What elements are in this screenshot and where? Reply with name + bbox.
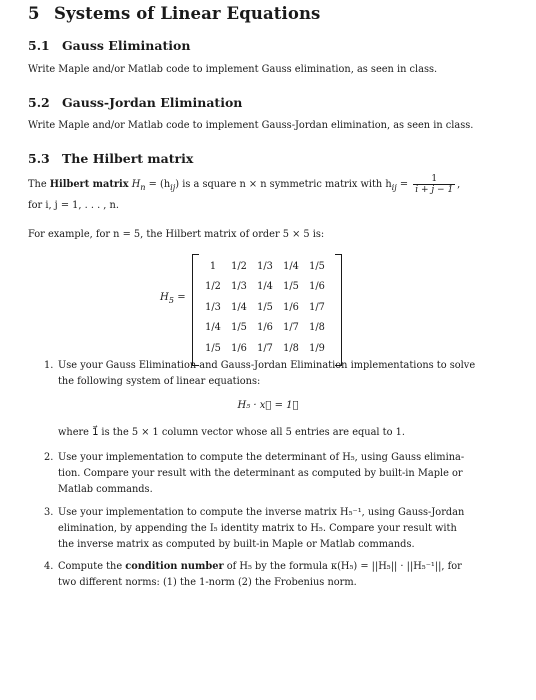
matrix-cell: 1/6	[257, 322, 273, 334]
matrix-cell: 1/4	[257, 281, 273, 293]
matrix-row	[200, 277, 330, 298]
matrix-cell: 1/7	[257, 342, 273, 354]
left-bracket	[192, 254, 199, 366]
hilbert-fraction: $\frac{1}{i + j - 1}$	[415, 174, 454, 195]
subsection-number: 5.3	[28, 151, 50, 166]
list-item-2: Use your implementation to compute the determinant of H₅, using Gauss elimina- tion. Compare your result with the determinant as computed by built-in Maple or Matlab commands.	[58, 452, 465, 495]
matrix-cell: 1/4	[231, 301, 247, 313]
hilbert-definition: The Hilbert matrix $H_n = (h_{ij})$ is a square n × n symmetric matrix with $h_{ij}$ = $\frac{1}{i + j - 1}$ ,	[28, 174, 461, 195]
hilbert-matrix	[192, 254, 342, 364]
list-number: 4.	[44, 561, 54, 572]
matrix-cell: 1/2	[205, 281, 221, 293]
system-equation: H₅ · x⃗ = 1⃗	[237, 400, 299, 411]
subsection-title: Gauss Elimination	[62, 38, 191, 53]
matrix-row	[200, 338, 330, 359]
subsection-heading-hilbert	[28, 151, 193, 166]
matrix-cell: 1/2	[231, 260, 247, 272]
matrix-cell: 1/5	[309, 260, 325, 272]
matrix-cell: 1/3	[231, 281, 247, 293]
list-number: 3.	[44, 507, 54, 518]
matrix-cell: 1/8	[309, 322, 325, 334]
matrix-row	[200, 256, 330, 277]
matrix-cell: 1/4	[283, 260, 299, 272]
matrix-cell: 1	[209, 260, 217, 272]
matrix-cell: 1/3	[205, 301, 221, 313]
matrix-row	[200, 297, 330, 318]
matrix-cell: 1/8	[283, 342, 299, 354]
matrix-cell: 1/5	[257, 301, 273, 313]
matrix-row	[200, 318, 330, 339]
matrix-cell: 1/9	[309, 342, 325, 354]
matrix-cell: 1/4	[205, 322, 221, 334]
gauss-paragraph: Write Maple and/or Matlab code to implement Gauss elimination, as seen in class.	[28, 64, 438, 75]
section-heading	[28, 4, 320, 23]
subsection-number: 5.2	[28, 95, 50, 110]
section-number: 5	[28, 4, 40, 23]
hilbert-term: Hilbert matrix	[49, 179, 129, 190]
matrix-cell: 1/6	[283, 301, 299, 313]
matrix-cell: 1/6	[231, 342, 247, 354]
subsection-title: Gauss-Jordan Elimination	[62, 95, 243, 110]
list-item-1-note: where 1⃗ is the 5 × 1 column vector whose all 5 entries are equal to 1.	[58, 427, 405, 438]
section-title: Systems of Linear Equations	[54, 4, 321, 23]
hilbert-range: for i, j = 1, . . . , n.	[28, 200, 119, 211]
example-paragraph: For example, for n = 5, the Hilbert matrix of order 5 × 5 is:	[28, 229, 325, 240]
condition-number-term: condition number	[125, 561, 224, 572]
list-item-1: Use your Gauss Elimination and Gauss-Jordan Elimination implementations to solve the following system of linear equations:	[58, 360, 476, 387]
subsection-title: The Hilbert matrix	[62, 151, 194, 166]
right-bracket	[335, 254, 342, 366]
list-number: 2.	[44, 452, 54, 463]
subsection-heading-gauss	[28, 38, 190, 53]
matrix-cell: 1/3	[257, 260, 273, 272]
matrix-cell: 1/6	[309, 281, 325, 293]
matrix-cell: 1/5	[283, 281, 299, 293]
matrix-table	[200, 256, 330, 359]
matrix-cell: 1/7	[283, 322, 299, 334]
list-item-3: Use your implementation to compute the inverse matrix H₅⁻¹, using Gauss-Jordan elimination, by appending the I₅ identity matrix to H₅. Compare your result with the inverse matrix as computed by built-in Maple or Matlab commands.	[58, 507, 465, 550]
gauss-jordan-paragraph: Write Maple and/or Matlab code to implement Gauss-Jordan elimination, as seen in class.	[28, 120, 474, 131]
matrix-cell: 1/5	[231, 322, 247, 334]
matrix-cell: 1/7	[309, 301, 325, 313]
subsection-number: 5.1	[28, 38, 50, 53]
subsection-heading-gauss-jordan	[28, 95, 242, 110]
list-item-4: Compute the condition number of H₅ by the formula κ(H₅) = ||H₅|| · ||H₅⁻¹||, for two different norms: (1) the 1-norm (2) the Frobenius norm.	[58, 561, 462, 588]
list-number: 1.	[44, 360, 54, 371]
matrix-label: $H_5$ =	[160, 292, 186, 305]
matrix-cell: 1/5	[205, 342, 221, 354]
